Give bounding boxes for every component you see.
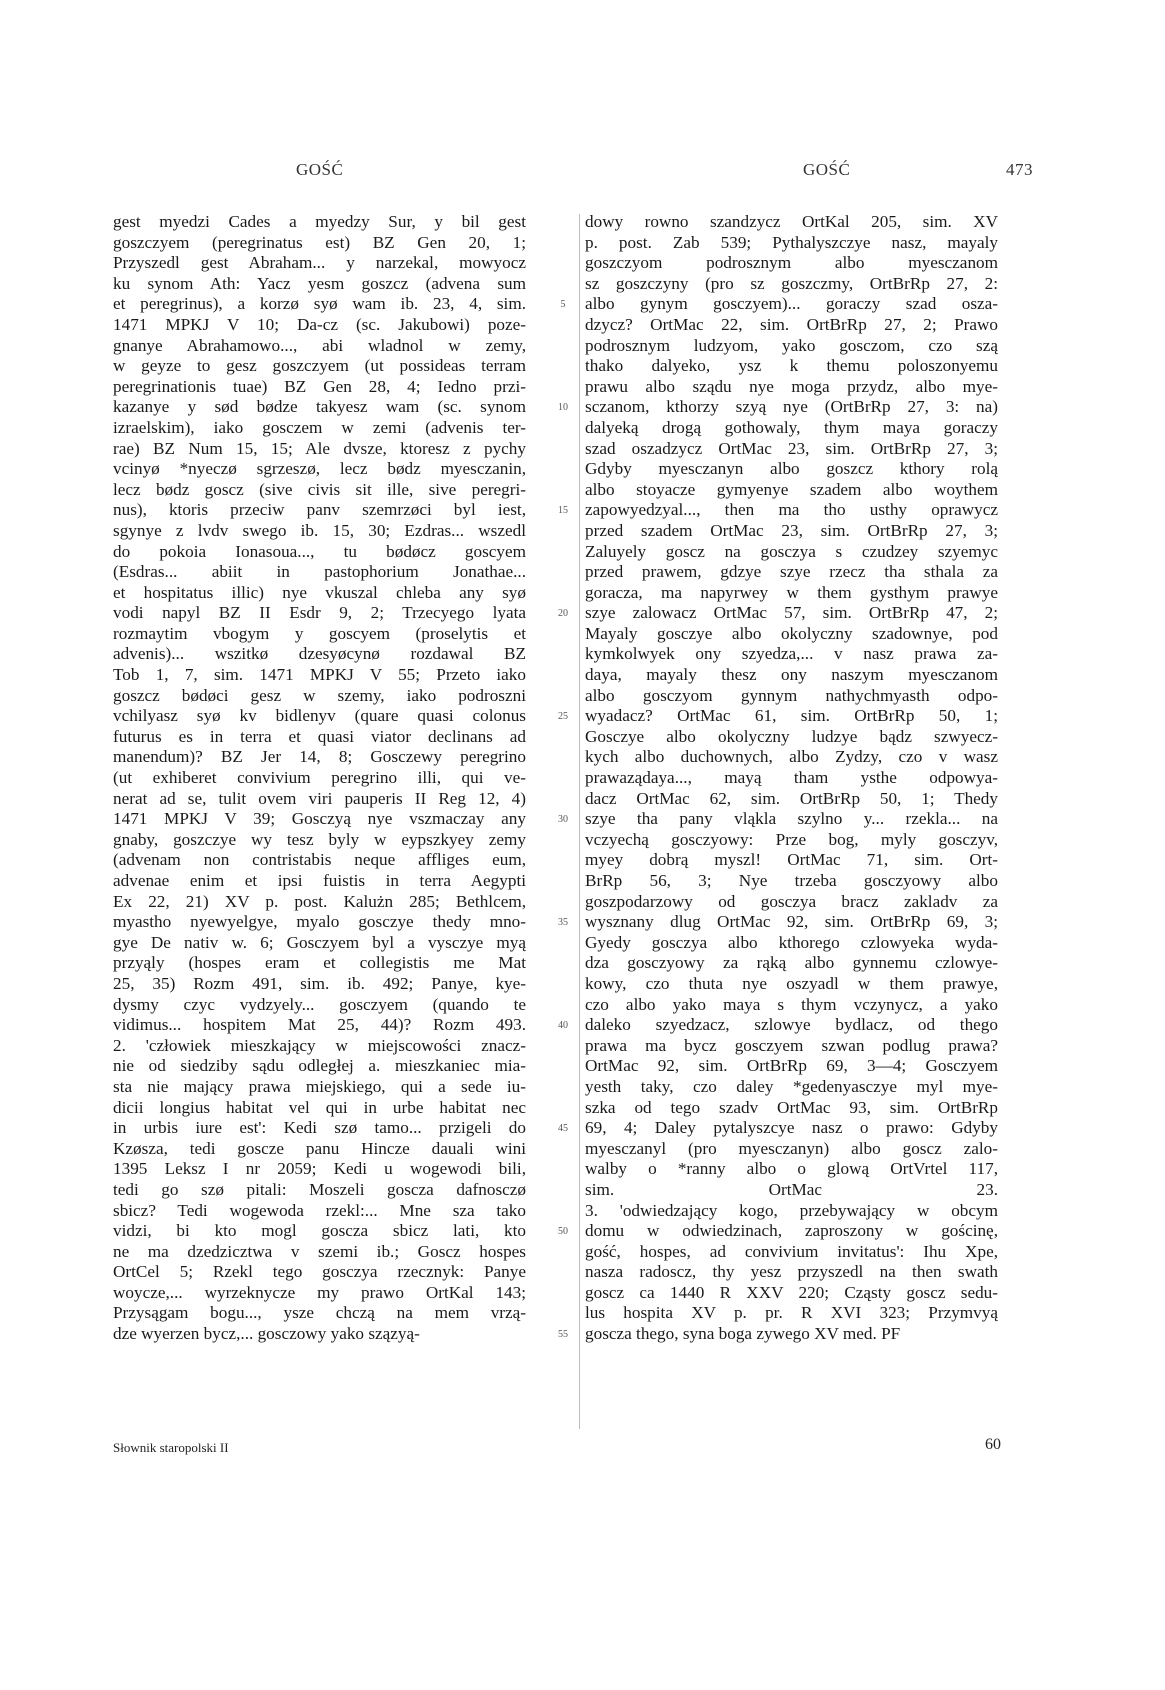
text-line: futurus es in terra et quasi viator declinans ad bbox=[113, 726, 526, 746]
text-line: vczyechą gosczyowy: Prze bog, myly gosczyv, bbox=[585, 829, 998, 849]
running-head-right: GOŚĆ bbox=[803, 160, 851, 179]
text-line: 1471 MPKJ V 39; Gosczyą nye vszmaczay any bbox=[113, 809, 526, 829]
text-line: et peregrinus), a korzø syø wam ib. 23, 4, sim. bbox=[113, 294, 526, 314]
text-line: gest myedzi Cades a myedzy Sur, y bil gest bbox=[113, 212, 526, 231]
line-number: 5 bbox=[560, 299, 566, 311]
text-line: 2. 'człowiek mieszkający w miejscowości znacz- bbox=[113, 1035, 526, 1055]
text-line: Mayaly gosczye albo okolyczny szadownye, pod bbox=[585, 623, 998, 643]
line-number: 20 bbox=[558, 608, 568, 620]
text-line: 1395 Leksz I nr 2059; Kedi u wogewodi bili, bbox=[113, 1159, 526, 1179]
text-line: 69, 4; Daley pytalyszcye nasz o prawo: Gdyby bbox=[585, 1118, 998, 1138]
text-line: p. post. Zab 539; Pythalyszczye nasz, mayaly bbox=[585, 232, 998, 252]
text-line: tedi go szø pitali: Moszeli goscza dafnosczø bbox=[113, 1179, 526, 1199]
text-line: kazanye y sød bødze takyesz wam (sc. synom bbox=[113, 397, 526, 417]
text-line: gnanye Abrahamowo..., abi wladnol w zemy, bbox=[113, 335, 526, 355]
column-rule bbox=[579, 214, 580, 1429]
text-line: rozmaytim vbogym y goscyem (proselytis et bbox=[113, 623, 526, 643]
text-line: sbicz? Tedi wogewoda rzekl:... Mne sza tako bbox=[113, 1200, 526, 1220]
text-line: ne ma dzedzicztwa v szemi ib.; Goscz hospes bbox=[113, 1241, 526, 1261]
text-line: peregrinationis tuae) BZ Gen 28, 4; Iedno przi- bbox=[113, 376, 526, 396]
line-number: 15 bbox=[558, 505, 568, 517]
text-line: Gosczye albo okolyczny ludzye bądz szwyecz- bbox=[585, 726, 998, 746]
text-line: Przyszedl gest Abraham... y narzekal, mowyocz bbox=[113, 253, 526, 273]
text-line: goszcz bødøci gesz w szemy, iako podroszni bbox=[113, 685, 526, 705]
text-line: prawa ma bycz gosczyem szwan podlug prawa? bbox=[585, 1035, 998, 1055]
text-line: yesth taky, czo daley *gedenyasczye myl mye- bbox=[585, 1076, 998, 1096]
text-line: rae) BZ Num 15, 15; Ale dvsze, ktoresz z pychy bbox=[113, 438, 526, 458]
text-line: nus), ktoris przeciw panv szemrzøci byl iest, bbox=[113, 500, 526, 520]
text-line: (ut exhiberet convivium peregrino illi, qui ve- bbox=[113, 768, 526, 788]
text-line: daleko szyedzacz, szlowye bydlacz, od thego bbox=[585, 1015, 998, 1035]
text-line: szye zalowacz OrtMac 57, sim. OrtBrRp 47, 2; bbox=[585, 603, 998, 623]
text-line: woycze,... wyrzeknycze my prawo OrtKal 143; bbox=[113, 1282, 526, 1302]
text-line: kowy, czo thuta nye oszyadl w them prawye, bbox=[585, 973, 998, 993]
text-line: 25, 35) Rozm 491, sim. ib. 492; Panye, kye- bbox=[113, 973, 526, 993]
text-line: ku synom Ath: Yacz yesm goszcz (advena sum bbox=[113, 273, 526, 293]
text-line: Ex 22, 21) XV p. post. Kalużn 285; Bethlcem, bbox=[113, 891, 526, 911]
text-line: vidimus... hospitem Mat 25, 44)? Rozm 493. bbox=[113, 1015, 526, 1035]
text-line: Gdyby myesczanyn albo goszcz kthory rolą bbox=[585, 459, 998, 479]
text-line: dacz OrtMac 62, sim. OrtBrRp 50, 1; Thedy bbox=[585, 788, 998, 808]
text-line: Zaluyely goscz na gosczya s czudzey szyemyc bbox=[585, 541, 998, 561]
text-line: 3. 'odwiedzający kogo, przebywający w obcym bbox=[585, 1200, 998, 1220]
text-line: goscza thego, syna boga zywego XV med. PF bbox=[585, 1324, 901, 1344]
text-line: OrtMac 92, sim. OrtBrRp 69, 3—4; Gosczyem bbox=[585, 1056, 998, 1076]
line-number: 45 bbox=[558, 1123, 568, 1135]
text-line: w geyze to gesz goszczyem (ut possideas terram bbox=[113, 356, 526, 376]
text-line: myastho nyewyelgye, myalo gosczye thedy mno- bbox=[113, 912, 526, 932]
text-line: albo gynym gosczyem)... goraczy szad osza- bbox=[585, 294, 998, 314]
text-line: dicii longius habitat vel qui in urbe habitat nec bbox=[113, 1097, 526, 1117]
footer-series-title: Słownik staropolski II bbox=[113, 1440, 229, 1455]
text-line: kych albo duchownych, albo Zydzy, czo v wasz bbox=[585, 747, 998, 767]
text-line: podrosznym ludzyom, yako gosczom, czo szą bbox=[585, 335, 998, 355]
text-line: przyąly (hospes eram et collegistis me Mat bbox=[113, 953, 526, 973]
text-line: (Esdras... abiit in pastophorium Jonathae... bbox=[113, 562, 526, 582]
text-line: gość, hospes, ad convivium invitatus': Ihu Xpe, bbox=[585, 1241, 998, 1261]
text-line: wysznany dlug OrtMac 92, sim. OrtBrRp 69, 3; bbox=[585, 912, 998, 932]
text-line: daya, mayaly thesz ony naszym myesczanom bbox=[585, 665, 998, 685]
left-text-column bbox=[113, 212, 526, 1345]
text-line: sim. OrtMac 23. bbox=[585, 1179, 998, 1199]
text-line: domu w odwiedzinach, zaproszony w gościnę, bbox=[585, 1221, 998, 1241]
text-line: do pokoia Ionasoua..., tu bødøcz goscyem bbox=[113, 541, 526, 561]
text-line: przed prawem, gdzye szye rzecz tha sthala za bbox=[585, 562, 998, 582]
text-line: dze wyerzen bycz,... gosczowy yako szązyą- bbox=[113, 1324, 420, 1344]
text-line: advenae enim et ipsi fuistis in terra Aegypti bbox=[113, 871, 526, 890]
text-line: Przysągam bogu..., ysze chczą na mem vrzą- bbox=[113, 1303, 526, 1323]
text-line: dalyeką drogą gothowaly, thym maya goraczy bbox=[585, 417, 998, 437]
text-line: prawu albo sządu nye moga przydz, albo mye- bbox=[585, 376, 998, 396]
text-line: myesczanyl (pro myesczanyn) albo goscz zalo- bbox=[585, 1138, 998, 1158]
text-line: zapowyedzyal..., then ma tho usthy oprawycz bbox=[585, 500, 998, 520]
text-line: szka od tego szadv OrtMac 93, sim. OrtBrRp bbox=[585, 1097, 998, 1117]
text-line: walby o *ranny albo o glową OrtVrtel 117, bbox=[585, 1159, 998, 1179]
text-line: lus hospita XV p. pr. R XVI 323; Przymvyą bbox=[585, 1303, 998, 1323]
text-line: izraelskim), iako gosczem w zemi (advenis ter- bbox=[113, 417, 526, 437]
footer-signature-number: 60 bbox=[985, 1436, 1001, 1453]
text-line: gye De nativ w. 6; Gosczyem byl a vysczye myą bbox=[113, 932, 526, 952]
text-line: sta nie mający prawa miejskiego, qui a sede iu- bbox=[113, 1076, 526, 1096]
line-number: 55 bbox=[558, 1329, 568, 1341]
text-line: albo gosczyom gynnym nathychmyasth odpo- bbox=[585, 685, 998, 705]
text-line: 1471 MPKJ V 10; Da-cz (sc. Jakubowi) poze- bbox=[113, 314, 526, 334]
text-line: szad oszadzycz OrtMac 23, sim. OrtBrRp 27, 3; bbox=[585, 438, 998, 458]
text-line: lecz bødz goscz (sive civis sit ille, sive peregri- bbox=[113, 479, 526, 499]
line-number: 35 bbox=[558, 917, 568, 929]
text-line: OrtCel 5; Rzekl tego gosczya rzecznyk: Panye bbox=[113, 1262, 526, 1282]
text-line: sgynye z lvdv swego ib. 15, 30; Ezdras... wszedl bbox=[113, 520, 526, 540]
line-number: 10 bbox=[558, 402, 568, 414]
text-line: dowy rowno szandzycz OrtKal 205, sim. XV bbox=[585, 212, 998, 231]
text-line: goszpodarzowy od gosczya bracz zakladv za bbox=[585, 891, 998, 911]
text-line: dza gosczyowy za rąką albo gynnemu czlowye- bbox=[585, 953, 998, 973]
text-line: sczanom, kthorzy szyą nye (OrtBrRp 27, 3: na) bbox=[585, 397, 998, 417]
text-line: vodi napyl BZ II Esdr 9, 2; Trzecyego lyata bbox=[113, 603, 526, 623]
text-line: czo albo yako maya s thym vczynycz, a yako bbox=[585, 994, 998, 1014]
text-line: Gyedy gosczya albo kthorego czlowyeka wyda- bbox=[585, 932, 998, 952]
text-line: nasza radoscz, thy yesz przyszedl na then swath bbox=[585, 1262, 998, 1282]
text-line: dysmy czyc vydzyely... gosczyem (quando te bbox=[113, 994, 526, 1014]
text-line: gnaby, goszczye wy tesz byly w eypszkyey zemy bbox=[113, 829, 526, 849]
text-line: myey dobrą myszl! OrtMac 71, sim. Ort- bbox=[585, 850, 998, 870]
text-line: goszczyom podrosznym albo myesczanom bbox=[585, 253, 998, 273]
text-line: szye tha pany vląkla szylno y... rzekla... na bbox=[585, 809, 998, 829]
text-line: vidzi, bi kto mogl goscza sbicz lati, kto bbox=[113, 1221, 526, 1241]
text-line: vcinyø *nyeczø sgrzeszø, lecz bødz myesczanin, bbox=[113, 459, 526, 479]
text-line: Tob 1, 7, sim. 1471 MPKJ V 55; Przeto iako bbox=[113, 665, 526, 685]
page-number: 473 bbox=[1006, 160, 1033, 179]
text-line: wyadacz? OrtMac 61, sim. OrtBrRp 50, 1; bbox=[585, 706, 998, 726]
text-line: et hospitatus illic) nye vkuszal chleba any syø bbox=[113, 582, 526, 602]
text-line: thako dalyeko, ysz k themu poloszonyemu bbox=[585, 356, 998, 376]
text-line: przed szadem OrtMac 23, sim. OrtBrRp 27, 3; bbox=[585, 520, 998, 540]
text-line: prawaządaya..., mayą tham ysthe odpowya- bbox=[585, 768, 998, 788]
text-line: kymkolwyek ony szyedza,... v nasz prawa za- bbox=[585, 644, 998, 664]
text-line: nerat ad se, tulit ovem viri pauperis II Reg 12, 4) bbox=[113, 788, 526, 808]
line-number: 30 bbox=[558, 814, 568, 826]
text-line: goscz ca 1440 R XXV 220; Cząsty goscz sedu- bbox=[585, 1282, 998, 1302]
line-number: 50 bbox=[558, 1226, 568, 1238]
right-text-column bbox=[585, 212, 998, 1345]
text-line: manendum)? BZ Jer 14, 8; Gosczewy peregrino bbox=[113, 747, 526, 767]
running-head-left: GOŚĆ bbox=[296, 160, 344, 179]
text-line: (advenam non contristabis neque affliges eum, bbox=[113, 850, 526, 870]
text-line: vchilyasz syø kv bidlenyv (quare quasi colonus bbox=[113, 706, 526, 726]
text-line: Kzøsza, tedi goscze panu Hincze dauali wini bbox=[113, 1138, 526, 1158]
text-line: sz goszczyny (pro sz goszczmy, OrtBrRp 27, 2: bbox=[585, 273, 998, 293]
text-line: albo stoyacze gymyenye szadem albo woythem bbox=[585, 479, 998, 499]
text-line: goracza, ma napyrwey w them gysthym prawye bbox=[585, 582, 998, 602]
text-line: goszczyem (peregrinatus est) BZ Gen 20, 1; bbox=[113, 232, 526, 252]
text-line: in urbis iure est': Kedi szø tamo... przigeli do bbox=[113, 1118, 526, 1138]
line-number: 40 bbox=[558, 1020, 568, 1032]
text-line: nie od siedziby sądu odległej a. mieszkaniec mia- bbox=[113, 1056, 526, 1076]
text-line: advenis)... wszitkø dzesyøcynø rozdawal BZ bbox=[113, 644, 526, 664]
line-number: 25 bbox=[558, 711, 568, 723]
text-line: dzycz? OrtMac 22, sim. OrtBrRp 27, 2; Prawo bbox=[585, 314, 998, 334]
text-line: BrRp 56, 3; Nye trzeba gosczyowy albo bbox=[585, 871, 998, 890]
